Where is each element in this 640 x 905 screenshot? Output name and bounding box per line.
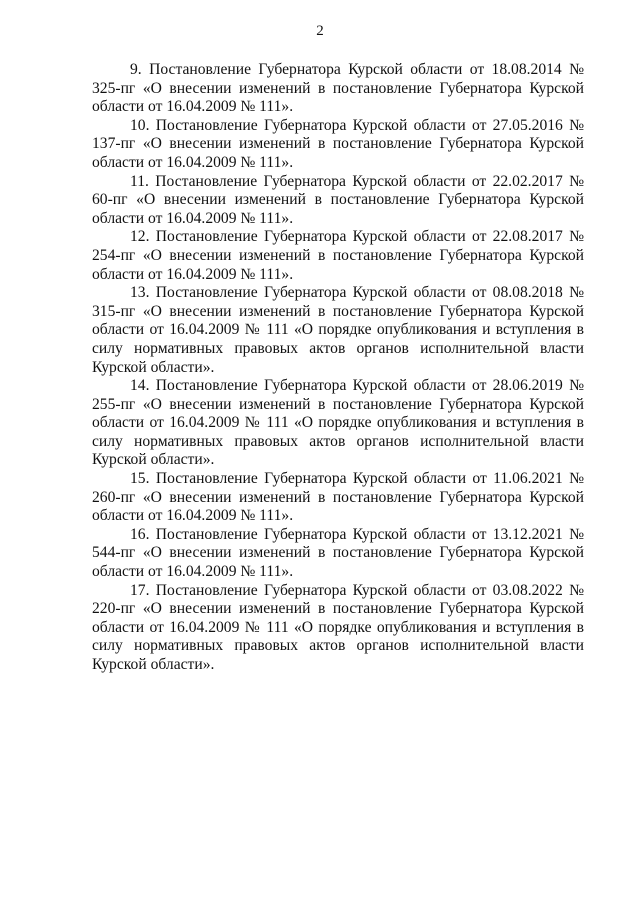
list-item-17: 17. Постановление Губернатора Курской области от 03.08.2022 № 220-пг «О внесении изменений в постановление Губернатора Курской области от 16.04.2009 № 111 «О порядке опубликования и вступления в силу нормативных правовых актов органов исполнительной власти Курской области». bbox=[92, 581, 584, 673]
page-number: 2 bbox=[316, 23, 324, 39]
list-item-11: 11. Постановление Губернатора Курской области от 22.02.2017 № 60-пг «О внесении изменений в постановление Губернатора Курской области от 16.04.2009 № 111». bbox=[92, 172, 584, 227]
list-item-16: 16. Постановление Губернатора Курской области от 13.12.2021 № 544-пг «О внесении изменений в постановление Губернатора Курской области от 16.04.2009 № 111». bbox=[92, 525, 584, 581]
document-body bbox=[92, 61, 584, 675]
list-item-14: 14. Постановление Губернатора Курской области от 28.06.2019 № 255-пг «О внесении изменений в постановление Губернатора Курской области от 16.04.2009 № 111 «О порядке опубликования и вступления в силу нормативных правовых актов органов исполнительной власти Курской области». bbox=[92, 377, 584, 469]
list-item-10: 10. Постановление Губернатора Курской области от 27.05.2016 № 137-пг «О внесении изменений в постановление Губернатора Курской области от 16.04.2009 № 111». bbox=[92, 116, 584, 171]
list-item-15: 15. Постановление Губернатора Курской области от 11.06.2021 № 260-пг «О внесении изменений в постановление Губернатора Курской области от 16.04.2009 № 111». bbox=[92, 470, 584, 525]
list-item-12: 12. Постановление Губернатора Курской области от 22.08.2017 № 254-пг «О внесении изменений в постановление Губернатора Курской области от 16.04.2009 № 111». bbox=[92, 228, 584, 283]
list-item-13: 13. Постановление Губернатора Курской области от 08.08.2018 № 315-пг «О внесении изменений в постановление Губернатора Курской области от 16.04.2009 № 111 «О порядке опубликования и вступления в силу нормативных правовых актов органов исполнительной власти Курской области». bbox=[92, 284, 584, 376]
list-item-9: 9. Постановление Губернатора Курской области от 18.08.2014 № 325-пг «О внесении изменений в постановление Губернатора Курской области от 16.04.2009 № 111». bbox=[92, 61, 584, 116]
